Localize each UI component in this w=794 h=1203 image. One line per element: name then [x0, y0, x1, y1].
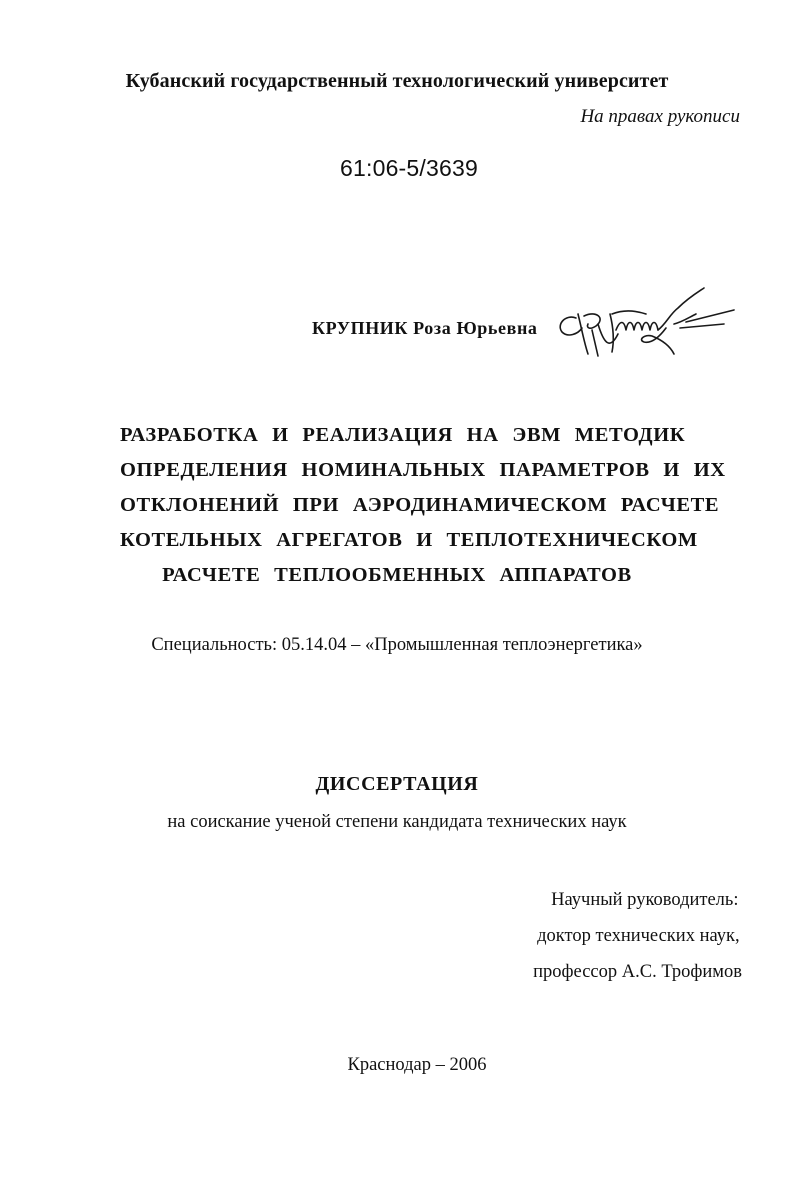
city-year [0, 1055, 794, 1076]
title-line: ОПРЕДЕЛЕНИЯ НОМИНАЛЬНЫХ ПАРАМЕТРОВ И ИХ [120, 459, 726, 481]
dissertation-heading: ДИССЕРТАЦИЯ [315, 773, 479, 795]
title-line: РАЗРАБОТКА И РЕАЛИЗАЦИЯ НА ЭВМ МЕТОДИК [120, 424, 686, 446]
title-line: КОТЕЛЬНЫХ АГРЕГАТОВ И ТЕПЛОТЕХНИЧЕСКОМ [120, 529, 698, 551]
rights-note: На правах рукописи [580, 106, 740, 127]
university-name: Кубанский государственный технологический университет [125, 70, 669, 92]
author-row [312, 318, 538, 339]
supervisor-degree: доктор технических наук, [537, 926, 740, 946]
dissertation-subheading: на соискание ученой степени кандидата технических наук [167, 812, 627, 832]
dissertation-title [120, 418, 726, 593]
supervisor-block [533, 882, 742, 990]
signature-icon [548, 284, 738, 364]
city-year-text: Краснодар – 2006 [347, 1055, 487, 1075]
author-name: КРУПНИК Роза Юрьевна [312, 318, 538, 338]
specialty: Специальность: 05.14.04 – «Промышленная теплоэнергетика» [151, 635, 643, 655]
supervisor-label: Научный руководитель: [551, 890, 739, 910]
title-line: ОТКЛОНЕНИЙ ПРИ АЭРОДИНАМИЧЕСКОМ РАСЧЕТЕ [120, 494, 720, 516]
catalog-code: 61:06-5/3639 [340, 155, 478, 181]
supervisor-name: профессор А.С. Трофимов [533, 962, 742, 982]
title-line: РАСЧЕТЕ ТЕПЛООБМЕННЫХ АППАРАТОВ [162, 564, 632, 586]
